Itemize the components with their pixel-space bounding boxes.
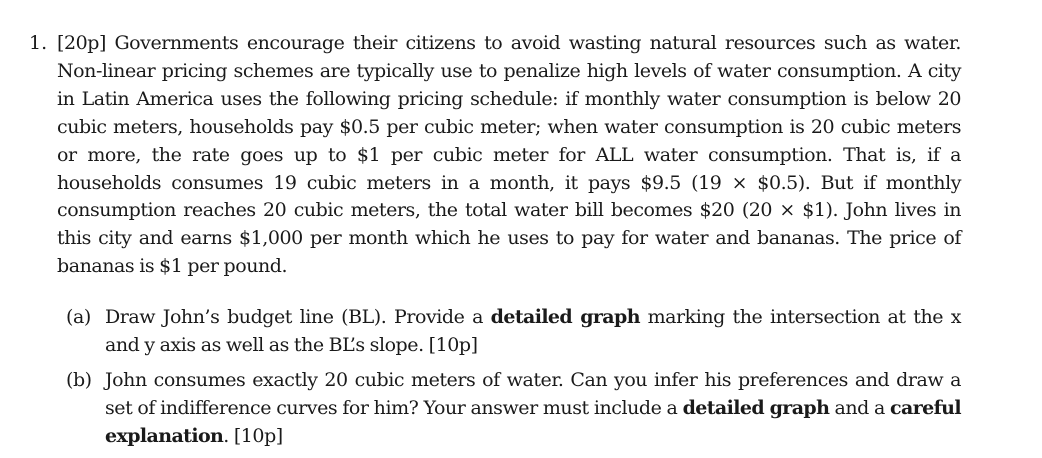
part-a-label: (a) [66, 306, 91, 328]
problem-statement [57, 30, 961, 281]
part-b-bold-2: careful explanation [105, 396, 962, 447]
part-a-bold-1: detailed graph [490, 306, 640, 328]
part-b-text [105, 367, 961, 451]
part-b-bold-1: detailed graph [682, 396, 830, 419]
part-a-text-2: marking the intersection at the x and y axis as well as the BL’s slope. [10p] [105, 306, 961, 356]
part-a-text [105, 304, 961, 360]
part-b-label: (b) [66, 369, 92, 391]
problem-number: 1. [29, 32, 48, 54]
part-b-text-2: and a [834, 396, 885, 419]
part-b-text-1: John consumes exactly 20 cubic meters of water. Can you infer his preferences and draw a set of indifference curves for him? Your answer must include a [105, 369, 961, 419]
part-a-text-1: Draw John’s budget line (BL). Provide a [105, 306, 483, 328]
problem-text: Governments encourage their citizens to avoid wasting natural resources such as water. Non-linear pricing schemes are typically use to penalize high levels of water consumption. A city in Latin America uses the following pricing schedule: if monthly water consumption is below 20 cubic meters, households pay $0.5 per cubic meter; when water consumption is 20 cubic meters or more, the rate goes up to $1 per cubic meter for ALL water consumption. That is, if a households consumes 19 cubic meters in a month, it pays $9.5 (19 × $0.5). But if monthly consumption reaches 20 cubic meters, the total water bill becomes $20 (20 × $1). John lives in this city and earns $1,000 per month which he uses to pay for water and bananas. The price of bananas is $1 per pound. [57, 32, 961, 278]
part-b-text-3: . [10p] [223, 424, 283, 447]
problem-points: [20p] [57, 32, 106, 54]
